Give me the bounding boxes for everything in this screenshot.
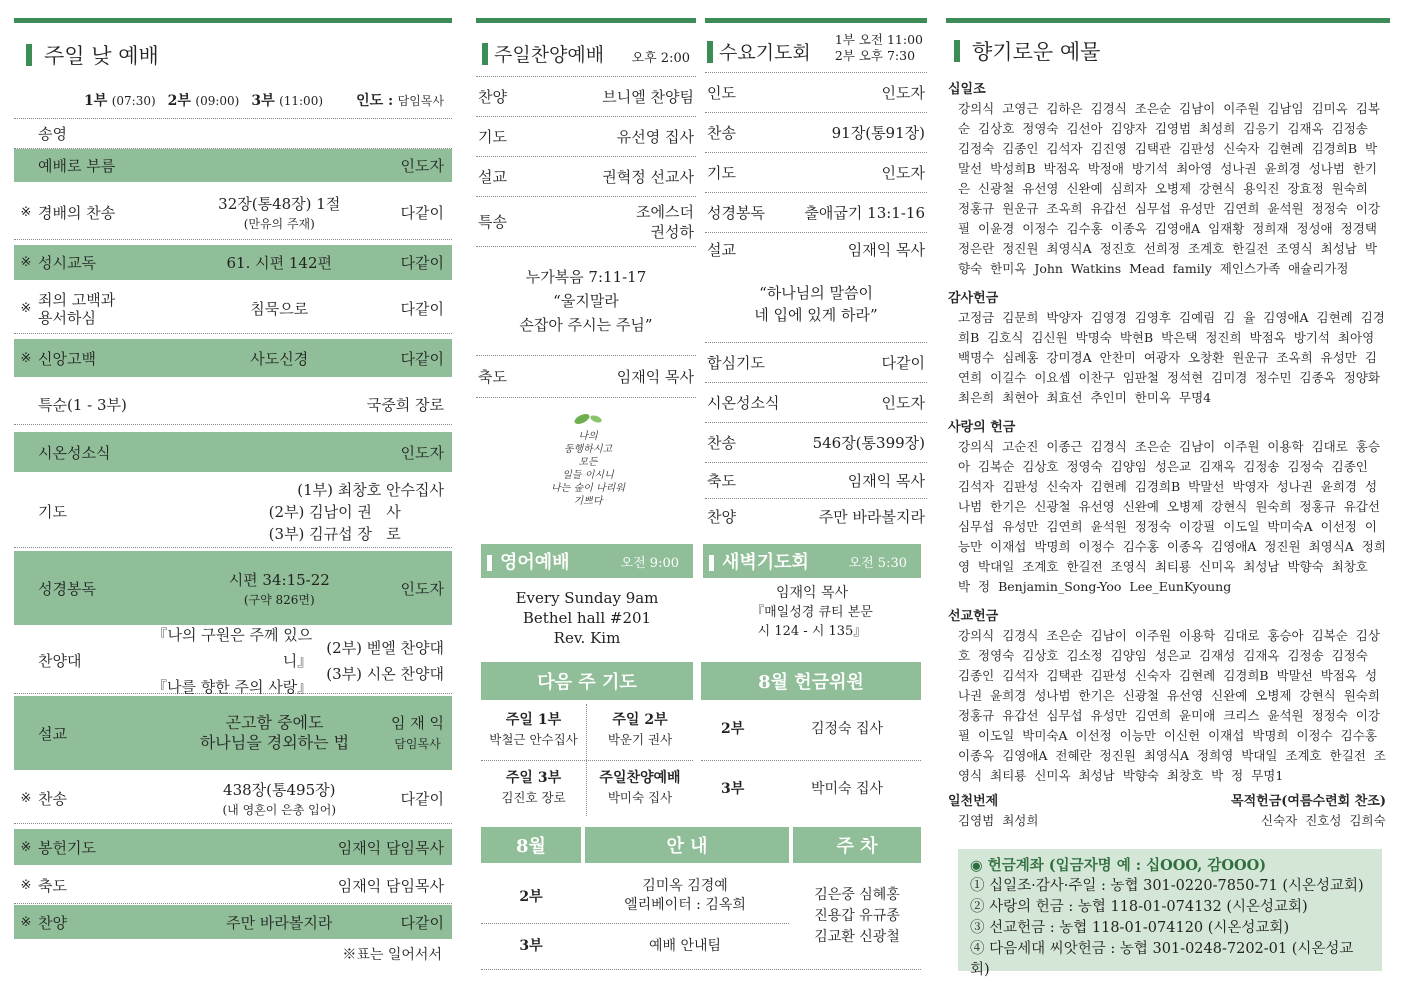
order-row: ※ 죄의 고백과 용서하심 침묵으로 다같이 <box>14 284 452 334</box>
wednesday-column <box>705 0 927 540</box>
title-marker <box>26 44 32 66</box>
offering-group-title: 십일조 <box>948 82 986 97</box>
reading-row: 성경봉독 시편 34:15-22 (구약 826면) 인도자 <box>14 551 452 625</box>
bank-account-line: ④ 다음세대 씨앗헌금 : 농협 301-0248-7202-01 (시온성교회) <box>970 941 1354 978</box>
wed-row: 축도 임재익 목사 <box>705 463 927 499</box>
english-worship-info: Every Sunday 9am Bethel hall #201 Rev. Kim <box>515 589 659 647</box>
offering-committee-header: 8월 헌금위원 <box>701 662 921 700</box>
calligraphy-art: 나의 동행하시고 모든 일들 이시니 나는 숲이 나리워 기쁘다 <box>538 412 638 512</box>
next-prayer-cell: 주일찬양예배 박미숙 집사 <box>599 770 681 805</box>
bank-account-line: ② 사랑의 헌금 : 농협 118-01-074132 (시온성교회) <box>970 899 1308 915</box>
prayer-row: 기도 (1부) 최창호 안수집사 (2부) 김남이 권 사 (3부) 김규섭 장 로 <box>14 476 452 548</box>
order-row: 예배로 부름 인도자 <box>14 149 452 182</box>
praise-scripture: 누가복음 7:11-17 “울지말라 손잡아 주시는 주님” <box>519 268 653 334</box>
offering-group-names: 고정금 김문희 박양자 김영경 김영후 김예림 김 율 김영애A 김현례 김경희B 김호식 김신원 박명숙 박현B 박은택 정진희 박점옥 방기석 최아영 백명수 심례홍 강미경A 안찬미 여광자 오창환 원운규 조옥희 유성만 김연희 이길수 이요셉 이찬구 임판철 정석현 김미경 정수민 김종옥 정양화 최은희 최현아 최효선 추인미 한미옥 무명4 <box>958 310 1385 405</box>
order-row: ※ 찬송 438장(통495장) (내 영혼이 은총 입어) 다같이 <box>14 774 452 824</box>
english-worship-box <box>481 544 693 656</box>
offering-group-names: 강의식 고순진 이종근 김경식 조은순 김남이 이주원 이용학 김대로 홍승아 김복순 김상호 정영숙 김양임 성은교 김재옥 김정송 김정숙 김종인 김석자 김판성 신숙자 김현례 김경희B 박말선 박영자 성나권 윤희경 성나범 한기은 신광철 유선영 신완예 오병제 강현식 원숙희 정홍규 유갑선 심무섭 유성만 김연희 윤석원 정정숙 이강필 이도일 박미숙A 이선정 이능만 이재섭 박명희 이정수 김수홍 이종옥 김영애A 정진원 최영식A 정희영 박대일 조계호 한길전 조영식 최티룡 신미옥 최성남 박향숙 최창호 박 정 Benjamin_Song-Yoo Lee_EunKyoung <box>958 439 1386 594</box>
leaf-icon <box>568 412 608 426</box>
wed-row: 인도 인도자 <box>705 73 927 113</box>
offerings-column <box>946 0 1390 992</box>
dawn-prayer-header: 새벽기도회 오전 5:30 <box>703 544 921 578</box>
order-row: ※ 봉헌기도 임재익 담임목사 <box>14 829 452 865</box>
wed-row: 찬양 주만 바라볼지라 <box>707 507 925 526</box>
dawn-prayer-box <box>703 544 921 656</box>
order-row: 송영 <box>14 119 452 149</box>
offering-group-names: 강의식 김경식 조은순 김남이 이주원 이용학 김대로 홍승아 김복순 김상호 정영숙 김상호 김소정 김양임 성은교 김재성 김재옥 김정송 김정숙 김종인 김석자 김택관 김판성 신숙자 김현례 김경희B 박말선 박점옥 성나권 윤희경 성나범 한기은 신광철 유선영 신완예 오병제 강현식 원숙희 정홍규 유갑선 심무섭 유성만 김연희 윤미애 크리스 윤석원 정정숙 이강필 이도일 박미숙A 이선정 이능만 이신헌 이재섭 박명희 이정수 김수홍 이종옥 김영애A 전혜란 정진원 최영식A 정희영 박대일 조계호 한길전 조영식 최티룡 신미옥 최성남 박향숙 최창호 박 정 무명1 <box>958 628 1386 783</box>
praise-row: 찬양 브니엘 찬양팀 <box>476 77 696 117</box>
guide-row: 3부 예배 안내팀 <box>519 938 722 954</box>
wed-row: 기도 인도자 <box>705 153 927 193</box>
offering-group-title: 감사헌금 <box>948 291 999 306</box>
wed-row: 시온성소식 인도자 <box>705 383 927 423</box>
worship-schedule: 1부 (07:30) 2부 (09:00) 3부 (11:00) 인도 : 담임목사 <box>84 93 444 109</box>
praise-row: 설교 권혁정 선교사 <box>476 157 696 197</box>
offering-list <box>948 70 1386 786</box>
wednesday-times: 1부 오전 11:00 2부 오후 7:30 <box>834 32 923 63</box>
next-prayer-cell: 주일 2부 박운기 권사 <box>607 712 673 747</box>
bank-accounts-box <box>958 849 1382 978</box>
order-row: ※ 성시교독 61. 시편 142편 다같이 <box>14 245 452 280</box>
wednesday-title: 수요기도회 <box>707 38 811 65</box>
column4-top-bar <box>946 18 1390 23</box>
offering-group-names: 강의식 고영근 김하은 김경식 조은순 김남이 이주원 김남임 김미옥 김복순 김상호 정영숙 김선아 김양자 김영범 최성희 김응기 김재옥 김정송 김정숙 김종인 김석자 김진영 김택관 김판성 신숙자 김현례 김경희B 박말선 박성희B 박점옥 박정애 방기석 최아영 성나권 윤희경 성나범 한기은 신광철 유선영 신완예 심희자 오병제 강현식 용익진 장효정 원숙희 정홍규 원운규 조옥희 유갑선 심무섭 유성만 김연희 윤석원 정정숙 이강필 이윤경 이정수 김수홍 이종옥 김영애A 임재황 정희재 정성애 정경택 정은란 정진원 최영식A 정진호 선희정 조계호 한길전 조영식 최성남 박향숙 한미옥 John Watkins Mead family 제인스가족 애슐리가정 <box>958 101 1380 276</box>
dawn-prayer-info: 임재익 목사 『매일성경 큐티 본문 시 124 - 시 135』 <box>751 585 873 639</box>
august-header: 8월 <box>481 827 581 863</box>
praise-row: 축도 임재익 목사 <box>476 356 696 398</box>
offering-committee-box <box>701 662 921 820</box>
wed-row: 성경봉독 출애굽기 13:1-16 <box>705 193 927 233</box>
sunday-worship-title: 주일 낮 예배 <box>26 40 159 70</box>
offerings-title: 향기로운 예물 <box>954 36 1100 66</box>
designated-offering: 목적헌금(여름수련회 찬조) 신숙자 진호성 김희숙 <box>1231 794 1386 828</box>
next-prayer-header: 다음 주 기도 <box>481 662 693 700</box>
sunday-worship-column <box>14 0 452 992</box>
sermon-row: 설교 곤고함 중에도 하나님을 경외하는 법 임 재 익 담임목사 <box>14 696 452 770</box>
wed-message: “하나님의 말씀이 네 입에 있게 하라” <box>754 284 878 324</box>
sunday-praise-column <box>476 0 696 540</box>
bank-account-line: ③ 선교헌금 : 농협 118-01-074120 (시온성교회) <box>970 920 1290 936</box>
guide-header: 안 내 <box>585 827 789 863</box>
next-prayer-cell: 주일 3부 김진호 장로 <box>501 770 566 805</box>
wed-row: 찬송 91장(통91장) <box>705 113 927 153</box>
wed-row: 설교 임재익 목사 <box>707 240 925 259</box>
wed-row: 합심기도 다같이 <box>705 343 927 383</box>
order-row: 시온성소식 인도자 <box>14 432 452 472</box>
order-row: ※ 찬양 주만 바라볼지라 다같이 <box>14 905 452 939</box>
next-prayer-box <box>481 662 693 820</box>
guide-row: 2부 김미옥 김경예 엘리베이터 : 김옥희 <box>519 878 746 913</box>
sunday-praise-time: 오후 2:00 <box>631 51 690 66</box>
order-row: 특순(1 - 3부) 국중희 장로 <box>14 385 452 425</box>
column1-top-bar <box>14 18 452 23</box>
choir-row: 찬양대 『나의 구원은 주께 있으니』 『나를 향한 주의 사랑』 (2부) 벧엘 찬양대 (3부) 시온 찬양대 <box>14 628 452 694</box>
bank-accounts-title: ◉ 헌금계좌 (입금자명 예 : 십OOO, 감OOO) <box>970 857 1267 874</box>
praise-row: 기도 유선영 집사 <box>476 117 696 157</box>
offering-group-title: 선교헌금 <box>948 609 999 624</box>
sunday-praise-title: 주일찬양예배 <box>482 40 604 67</box>
english-worship-header: 영어예배 오전 9:00 <box>481 544 693 578</box>
parking-header: 주 차 <box>793 827 921 863</box>
bank-account-line: ① 십일조·감사·주일 : 농협 301-0220-7850-71 (시온성교회) <box>970 878 1364 894</box>
august-guide-box <box>481 827 921 972</box>
next-prayer-cell: 주일 1부 박철근 안수집사 <box>489 712 578 747</box>
column2-top-bar <box>476 18 696 23</box>
parking-list: 김은중 심혜홍 진용갑 유규종 김교환 신광철 <box>814 887 900 945</box>
first-fruit: 일천번제 김영범 최성희 <box>948 794 1039 828</box>
praise-row: 특송 조에스더 권성하 <box>476 197 696 247</box>
order-row: ※ 축도 임재익 담임목사 <box>14 868 452 904</box>
order-row: ※ 경배의 찬송 32장(통48장) 1절 (만유의 주재) 다같이 <box>14 186 452 240</box>
column3-top-bar <box>705 18 927 23</box>
wed-row: 찬송 546장(통399장) <box>705 423 927 463</box>
offering-group-title: 사랑의 헌금 <box>948 420 1016 435</box>
committee-row: 3부 박미숙 집사 <box>721 781 884 797</box>
committee-row: 2부 김정숙 집사 <box>721 721 884 737</box>
order-row: ※ 신앙고백 사도신경 다같이 <box>14 339 452 377</box>
standing-note: ※표는 일어서서 <box>342 947 442 963</box>
